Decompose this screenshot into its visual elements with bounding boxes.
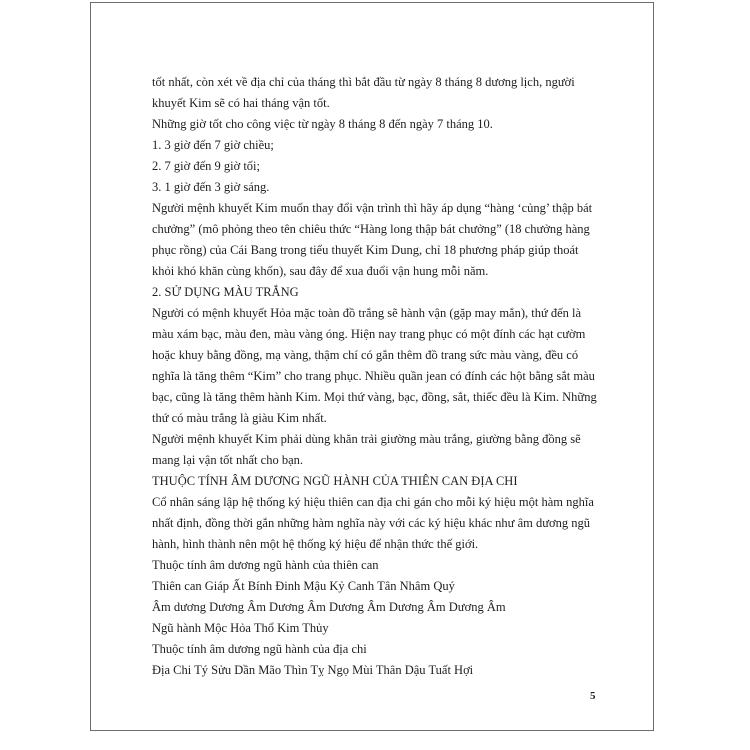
section-heading-2: THUỘC TÍNH ÂM DƯƠNG NGŨ HÀNH CỦA THIÊN CAN ĐỊA CHI — [152, 474, 518, 488]
body-line-25: Thiên can Giáp Ất Bính Đinh Mậu Kỷ Canh Tân Nhâm Quý — [152, 579, 455, 593]
body-line-10: khỏi khó khăn cùng khốn), sau đây để xua đuổi vận hung mỗi năm. — [152, 264, 489, 278]
list-item-1: 1. 3 giờ đến 7 giờ chiều; — [152, 138, 274, 152]
body-line-1: tốt nhất, còn xét về địa chỉ của tháng thì bắt đầu từ ngày 8 tháng 8 dương lịch, người — [152, 75, 575, 89]
body-line-29: Địa Chi Tý Sửu Dần Mão Thìn Tỵ Ngọ Mùi Thân Dậu Tuất Hợi — [152, 663, 474, 677]
body-line-17: thứ có màu trắng là giàu Kim nhất. — [152, 411, 327, 425]
body-line-2: khuyết Kim sẽ có hai tháng vận tốt. — [152, 96, 330, 110]
body-line-18: Người mệnh khuyết Kim phải dùng khăn trải giường màu trắng, giường bằng đồng sẽ — [152, 432, 581, 446]
body-line-26: Âm dương Dương Âm Dương Âm Dương Âm Dương Âm Dương Âm — [152, 600, 506, 614]
body-line-16: bạc, cũng là tăng thêm hành Kim. Mọi thứ vàng, bạc, đồng, sắt, thiếc đều là Kim. Những — [152, 390, 597, 404]
body-line-19: mang lại vận tốt nhất cho bạn. — [152, 453, 304, 467]
list-item-2: 2. 7 giờ đến 9 giờ tối; — [152, 159, 261, 173]
body-line-21: Cổ nhân sáng lập hệ thống ký hiệu thiên can địa chi gán cho mỗi ký hiệu một hàm nghĩa — [152, 495, 594, 509]
body-line-13: màu xám bạc, màu đen, màu vàng óng. Hiện nay trang phục có một đính các hạt cườm — [152, 327, 586, 341]
body-line-23: hành, hình thành nên một hệ thống ký hiệu để nhận thức thế giới. — [152, 537, 479, 551]
body-line-3: Những giờ tốt cho công việc từ ngày 8 tháng 8 đến ngày 7 tháng 10. — [152, 117, 493, 131]
body-line-14: hoặc khuy bằng đồng, mạ vàng, thậm chí có gắn thêm đồ trang sức màu vàng, đều có — [152, 348, 579, 362]
body-line-8: chưởng” (mô phỏng theo tên chiêu thức “Hàng long thập bát chưởng” (18 chưởng hàng — [152, 222, 590, 236]
body-line-27: Ngũ hành Mộc Hỏa Thổ Kim Thủy — [152, 621, 329, 635]
body-line-15: nghĩa là tăng thêm “Kim” cho trang phục. Nhiều quần jean có đính các hột bằng sắt màu — [152, 369, 595, 383]
body-line-28: Thuộc tính âm dương ngũ hành của địa chi — [152, 642, 367, 656]
body-line-24: Thuộc tính âm dương ngũ hành của thiên can — [152, 558, 379, 572]
body-line-9: phục rồng) của Cái Bang trong tiểu thuyết Kim Dung, chỉ 18 phương pháp giúp thoát — [152, 243, 579, 257]
section-heading: 2. SỬ DỤNG MÀU TRẮNG — [152, 285, 299, 299]
body-line-22: nhất định, đồng thời gắn những hàm nghĩa này với các ký hiệu khác như âm dương ngũ — [152, 516, 590, 530]
body-line-7: Người mệnh khuyết Kim muốn thay đổi vận trình thì hãy áp dụng “hàng ‘củng’ thập bát — [152, 201, 593, 215]
body-line-12: Người có mệnh khuyết Hỏa mặc toàn đồ trắng sẽ hành vận (gặp may mắn), thứ đến là — [152, 306, 582, 320]
page-number: 5 — [590, 690, 596, 702]
list-item-3: 3. 1 giờ đến 3 giờ sáng. — [152, 180, 270, 194]
